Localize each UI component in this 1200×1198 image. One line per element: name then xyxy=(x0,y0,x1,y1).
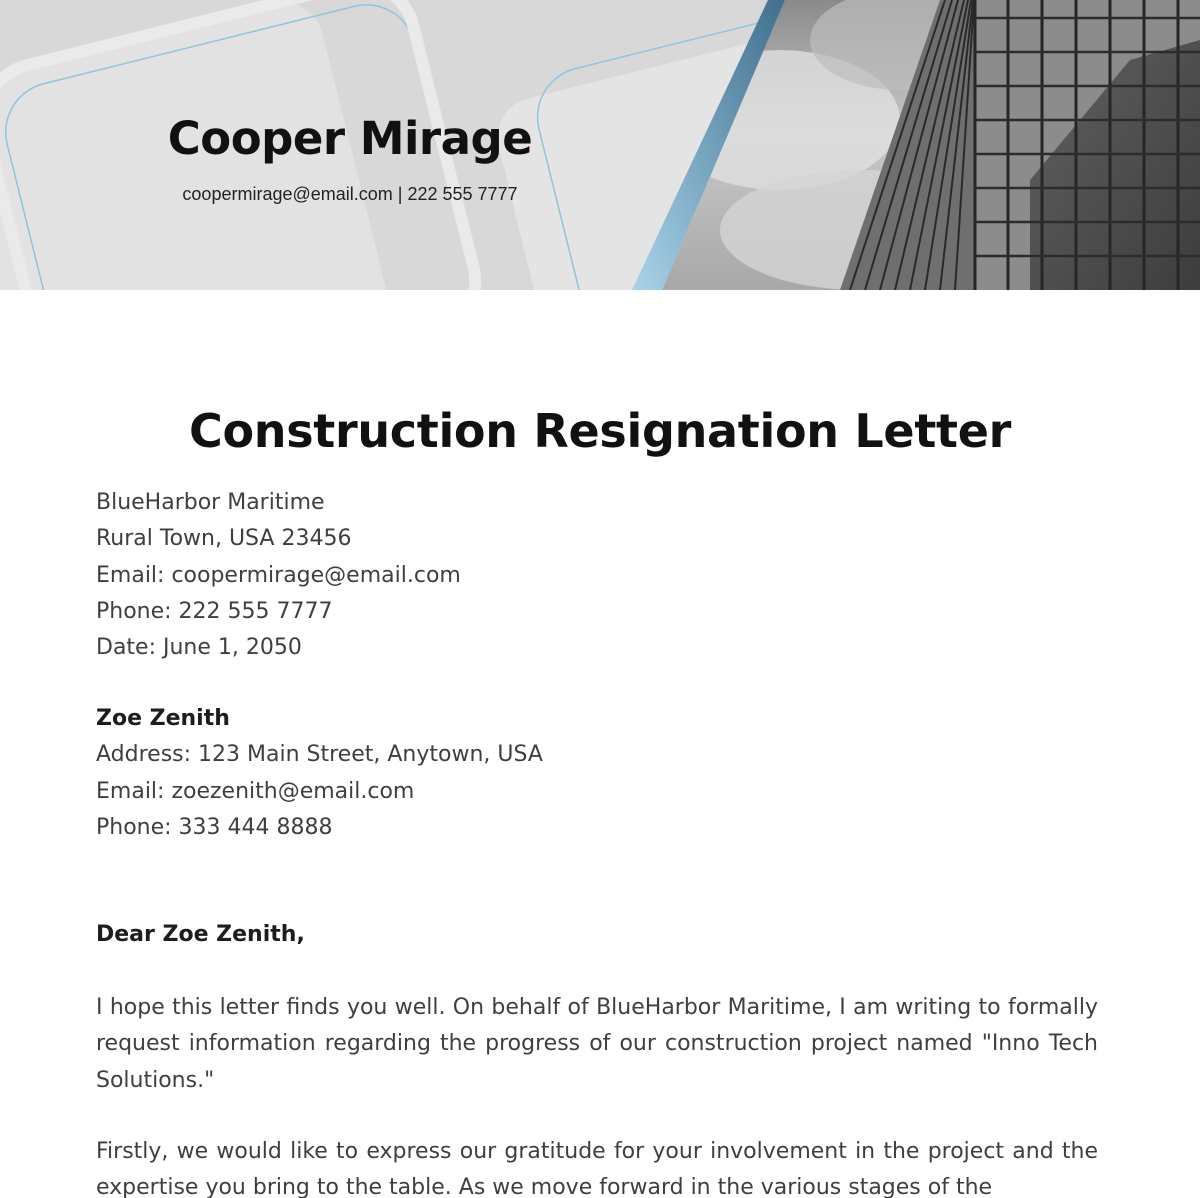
recipient-email: Email: zoezenith@email.com xyxy=(96,778,415,804)
paragraph-text: I hope this letter finds you well. On behalf of BlueHarbor Maritime, I am writing to formally request information regarding the progress of our construction project named "Inno Tech Solutions." xyxy=(96,995,1098,1093)
sender-name-heading: Cooper Mirage xyxy=(167,112,533,165)
recipient-details xyxy=(96,701,1098,846)
recipient-phone: Phone: 333 444 8888 xyxy=(96,814,333,840)
salutation: Dear Zoe Zenith, xyxy=(96,922,305,947)
recipient-name: Zoe Zenith xyxy=(96,706,230,731)
recipient-address: Address: 123 Main Street, Anytown, USA xyxy=(96,742,543,768)
sender-details xyxy=(96,485,1098,666)
letter-paragraph xyxy=(96,1134,1098,1198)
sender-company: BlueHarbor Maritime xyxy=(96,490,325,515)
sender-email: Email: coopermirage@email.com xyxy=(96,562,461,588)
paragraph-text: Firstly, we would like to express our gratitude for your involvement in the project and the expertise you bring to the table. As we move forward in the various stages of the xyxy=(96,1139,1098,1198)
letter-paragraph xyxy=(96,990,1098,1099)
document-title: Construction Resignation Letter xyxy=(189,404,1011,458)
sender-contact-line: coopermirage@email.com | 222 555 7777 xyxy=(182,184,518,204)
letterhead-banner xyxy=(0,0,1200,290)
sender-phone: Phone: 222 555 7777 xyxy=(96,598,333,624)
sender-location: Rural Town, USA 23456 xyxy=(96,526,352,552)
letter-date: Date: June 1, 2050 xyxy=(96,635,302,661)
